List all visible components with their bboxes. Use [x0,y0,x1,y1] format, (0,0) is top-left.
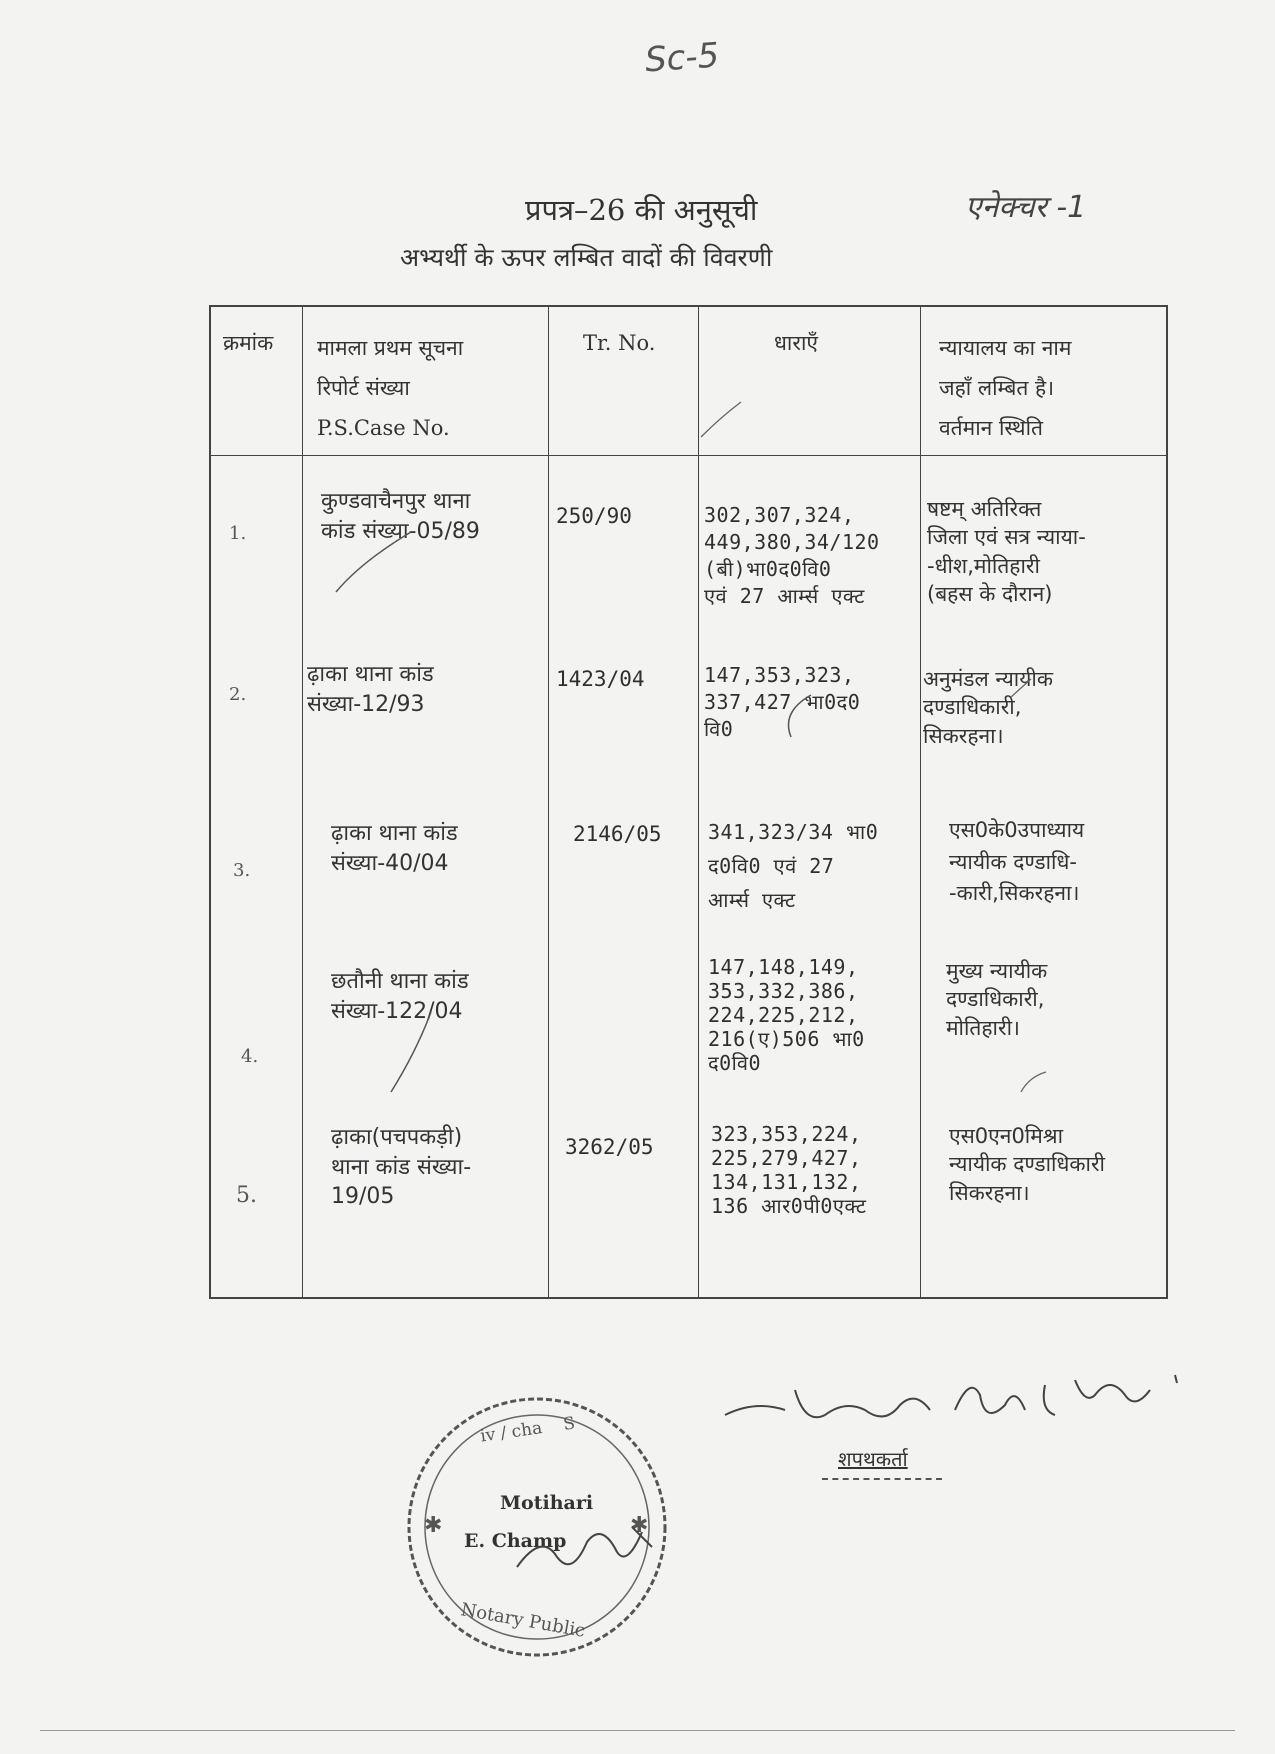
row-2-serial: 2. [229,684,247,705]
header-serial: क्रमांक [223,331,274,355]
row-2-tr: 1423/04 [556,667,645,691]
row-3-case: ढ़ाका थाना कांड संख्या-40/04 [331,821,458,876]
row-1-sections: 302,307,324, 449,380,34/120 (बी)भा0द0वि0 एवं 27 आर्म्स एक्ट [704,503,880,608]
pending-cases-table [209,305,1168,1299]
row-3-court: एस0के0उपाध्याय न्यायीक दण्डाधि- -कारी,सिकरहना। [949,818,1085,905]
svg-text:✱: ✱ [630,1513,649,1538]
row-2-court: अनुमंडल न्यायीक दण्डाधिकारी, सिकरहना। [923,667,1053,748]
notary-seal [402,1392,672,1662]
pen-mark-strokes [211,307,1166,1297]
signature-dash-line [822,1478,942,1480]
form-subtitle: अभ्यर्थी के ऊपर लम्बित वादों की विवरणी [400,243,773,272]
row-1-tr: 250/90 [556,504,632,528]
row-5-tr: 3262/05 [565,1135,654,1159]
header-tr-no: Tr. No. [583,331,656,355]
row-5-court: एस0एन0मिश्रा न्यायीक दण्डाधिकारी सिकरहना। [949,1124,1105,1205]
row-3-sections: 341,323/34 भा0 द0वि0 एवं 27 आर्म्स एक्ट [708,820,879,912]
svg-text:✱: ✱ [424,1513,443,1538]
signatory-label: शपथकर्ता [838,1447,908,1471]
row-4-sections: 147,148,149, 353,332,386, 224,225,212, 216(ए)506 भा0 द0वि0 [708,955,865,1075]
annexure-label: एनेक्चर -1 [965,190,1087,225]
row-3-tr: 2146/05 [573,822,662,846]
seal-district: E. Champ [464,1530,567,1552]
row-1-case: कुण्डवाचैनपुर थाना कांड संख्या-05/89 [321,489,480,544]
row-5-case: ढ़ाका(पचपकड़ी) थाना कांड संख्या- 19/05 [331,1125,472,1210]
seal-initial-scribble [512,1512,662,1582]
row-4-court: मुख्य न्यायीक दण्डाधिकारी, मोतिहारी। [946,959,1048,1040]
row-4-serial: 4. [241,1046,259,1067]
row-2-case: ढ़ाका थाना कांड संख्या-12/93 [307,662,434,717]
header-case-no: मामला प्रथम सूचना रिपोर्ट संख्या P.S.Case No. [317,336,464,440]
row-1-serial: 1. [229,523,247,544]
row-5-serial: 5. [236,1183,257,1208]
corner-note: Sc-5 [643,35,721,81]
header-court: न्यायालय का नाम जहाँ लम्बित है। वर्तमान स्थिति [939,336,1072,440]
form-title: प्रपत्र–26 की अनुसूची [525,193,758,227]
seal-ring-bottom-text: Notary Public [459,1599,587,1642]
seal-ring-top-text: iv / cha S [479,1413,577,1447]
seal-city: Motihari [500,1492,594,1514]
row-3-serial: 3. [233,860,251,881]
row-5-sections: 323,353,224, 225,279,427, 134,131,132, 136 आर0पी0एक्ट [711,1122,867,1218]
signature-scribble [715,1355,1205,1460]
page-bottom-edge [40,1730,1235,1731]
header-sections: धाराएँ [774,331,818,355]
row-4-case: छतौनी थाना कांड संख्या-122/04 [331,969,469,1024]
row-1-court: षष्टम् अतिरिक्त जिला एवं सत्र न्याया- -धीश,मोतिहारी (बहस के दौरान) [927,497,1086,607]
row-2-sections: 147,353,323, 337,427 भा0द0 वि0 [704,663,861,741]
